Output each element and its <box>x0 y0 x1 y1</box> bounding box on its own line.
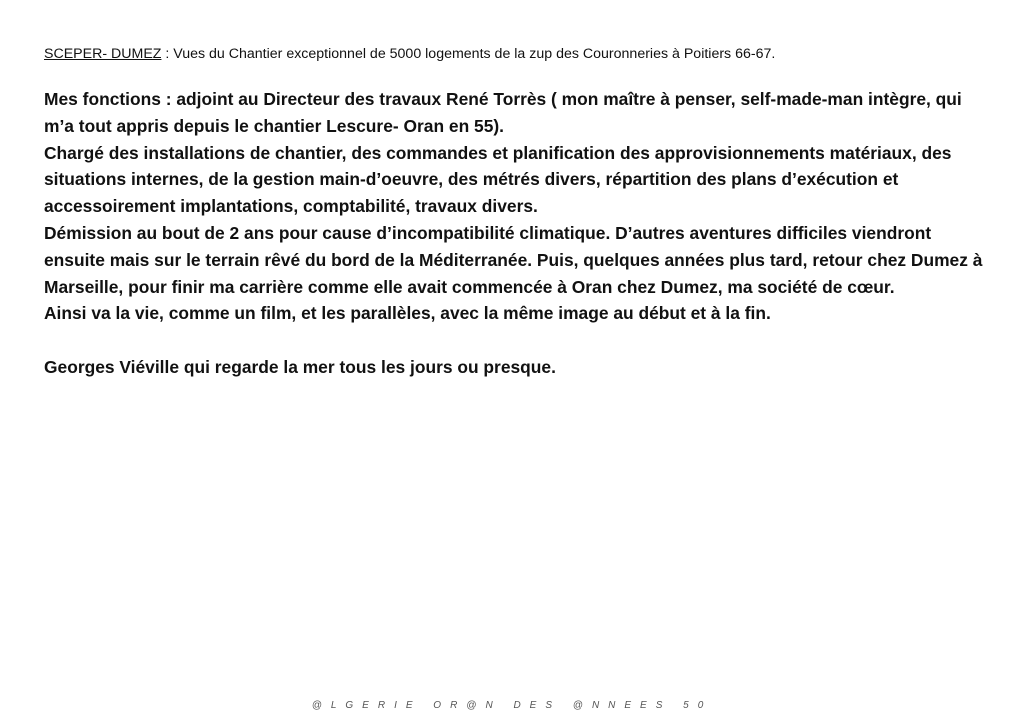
document-body <box>44 86 994 381</box>
company-name: SCEPER- DUMEZ <box>44 46 162 62</box>
paragraph-spacer <box>44 327 994 354</box>
paragraph-charge: Chargé des installations de chantier, des commandes et planification des approvisionnements matériaux, des situations internes, de la gestion main-d’oeuvre, des métrés divers, répartition des plans d’exécution et accessoirement implantations, comptabilité, travaux divers. <box>44 142 952 217</box>
document-header <box>44 44 984 64</box>
footer-watermark: @LGERIE OR@N DES @NNEES 50 <box>311 700 713 711</box>
signature-line: Georges Viéville qui regarde la mer tous les jours ou presque. <box>44 356 556 377</box>
header-description: : Vues du Chantier exceptionnel de 5000 logements de la zup des Couronneries à Poitiers 66-67. <box>161 46 776 62</box>
paragraph-ainsi: Ainsi va la vie, comme un film, et les parallèles, avec la même image au début et à la fin. <box>44 303 771 324</box>
paragraph-demission: Démission au bout de 2 ans pour cause d’incompatibilité climatique. D’autres aventures difficiles viendront ensuite mais sur le terrain rêvé du bord de la Méditerranée. Puis, quelques années plus tard, retour chez Dumez à Marseille, pour finir ma carrière comme elle avait commencée à Oran chez Dumez, ma société de cœur. <box>44 222 983 297</box>
paragraph-fonctions: Mes fonctions : adjoint au Directeur des travaux René Torrès ( mon maître à penser, self-made-man intègre, qui m’a tout appris depuis le chantier Lescure- Oran en 55). <box>44 89 962 136</box>
